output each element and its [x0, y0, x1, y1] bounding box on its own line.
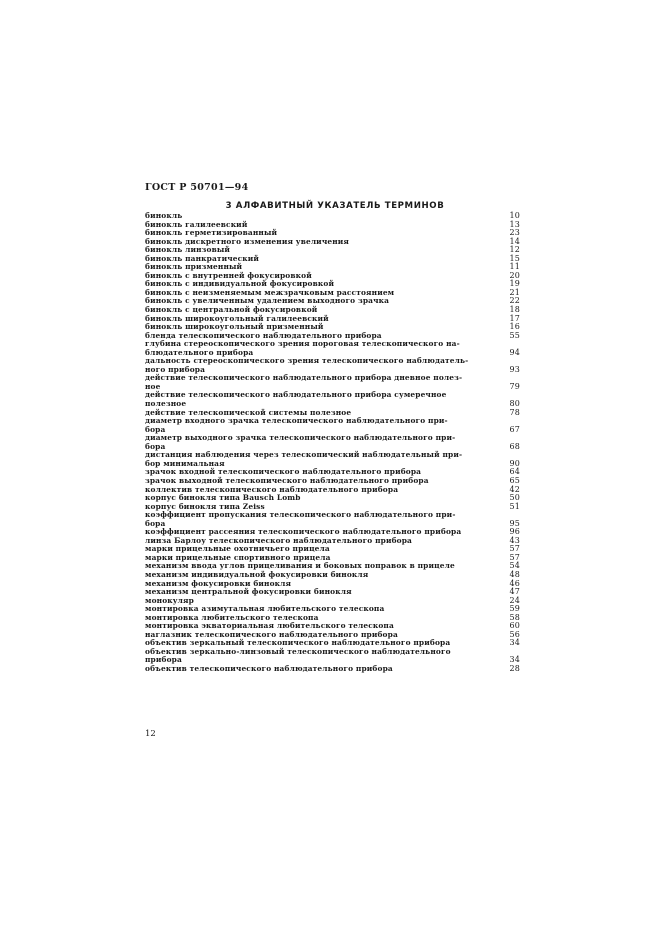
index-term: действие телескопической системы полезное — [145, 407, 352, 417]
index-page-ref: 19 — [509, 279, 520, 289]
index-page-ref: 34 — [509, 655, 520, 665]
index-page-ref: 67 — [509, 424, 520, 434]
index-term: механизм фокусировки бинокля — [145, 578, 292, 588]
index-page-ref: 20 — [509, 270, 520, 280]
index-page-ref: 96 — [509, 527, 520, 537]
index-page-ref: 12 — [509, 245, 520, 255]
index-page-ref: 23 — [509, 228, 520, 238]
index-term: монтировка экваториальная любительского телескопа — [145, 621, 394, 631]
index-page-ref: 15 — [509, 253, 520, 263]
index-entry — [145, 648, 520, 665]
index-term: механизм центральной фокусировки бинокля — [145, 587, 352, 597]
index-term: объектив зеркально-линзовый телескопического наблюдательного прибора — [145, 646, 451, 665]
index-page-ref: 34 — [509, 638, 520, 648]
index-entry — [145, 391, 520, 408]
index-page-ref: 78 — [509, 407, 520, 417]
index-term: марки прицельные спортивного прицела — [145, 552, 331, 562]
index-page-ref: 95 — [509, 518, 520, 528]
index-entry — [145, 665, 520, 674]
index-term: механизм индивидуальной фокусировки бинокля — [145, 569, 369, 579]
index-page-ref: 51 — [509, 501, 520, 511]
index-term: бинокль с внутренней фокусировкой — [145, 270, 312, 280]
index-term: бинокль с увеличенным удалением выходного зрачка — [145, 296, 390, 306]
index-term: монокуляр — [145, 595, 194, 605]
index-term: дальность стереоскопического зрения телескопического наблюдатель- ного прибора — [145, 356, 469, 374]
index-term: бинокль с индивидуальной фокусировкой — [145, 279, 335, 289]
index-page-ref: 68 — [509, 441, 520, 451]
index-page-ref: 46 — [509, 578, 520, 588]
index-term: бинокль с центральной фокусировкой — [145, 305, 318, 315]
index-entry — [145, 588, 520, 597]
index-page-ref: 43 — [509, 535, 520, 545]
index-term: монтировка любительского телескопа — [145, 612, 319, 622]
index-page-ref: 47 — [509, 587, 520, 597]
index-term: бинокль с неизменяемым межзрачковым расстоянием — [145, 287, 395, 297]
index-term: монтировка азимутальная любительского телескопа — [145, 604, 385, 614]
index-page-ref: 57 — [509, 544, 520, 554]
index-entry — [145, 511, 520, 528]
index-term: дистанция наблюдения через телескопический наблюдательный при- бор минимальная — [145, 450, 463, 468]
index-term: механизм ввода углов прицеливания и боковых поправок в прицеле — [145, 561, 455, 571]
document-header: ГОСТ Р 50701—94 — [145, 182, 249, 193]
index-page-ref: 90 — [509, 458, 520, 468]
index-term: бинокль широкоугольный призменный — [145, 322, 324, 332]
index-term: действие телескопического наблюдательного прибора сумеречное полезное — [145, 390, 447, 409]
index-entry — [145, 451, 520, 468]
index-term: объектив зеркальный телескопического наблюдательного прибора — [145, 638, 451, 648]
index-term: глубина стереоскопического зрения пороговая телескопического на- блюдательного прибора — [145, 339, 460, 357]
index-term: корпус бинокля типа Bausch Lomb — [145, 493, 301, 503]
term-index-list — [145, 212, 520, 674]
index-term: наглазник телескопического наблюдательного прибора — [145, 629, 398, 639]
index-page-ref: 57 — [509, 552, 520, 562]
index-page-ref: 56 — [509, 629, 520, 639]
index-page-ref: 28 — [509, 663, 520, 673]
index-page-ref: 65 — [509, 475, 520, 485]
index-term: зрачок выходной телескопического наблюдательного прибора — [145, 475, 429, 485]
index-page-ref: 14 — [509, 236, 520, 246]
index-term: марки прицельные охотничьего прицела — [145, 544, 330, 554]
index-page-ref: 93 — [509, 364, 520, 374]
index-page-ref: 60 — [509, 621, 520, 631]
index-term: коэффициент рассеяния телескопического наблюдательного прибора — [145, 527, 462, 537]
index-page-ref: 79 — [509, 381, 520, 391]
index-page-ref: 22 — [509, 296, 520, 306]
index-term: коэффициент пропускания телескопического наблюдательного при- бора — [145, 510, 456, 528]
index-page-ref: 18 — [509, 305, 520, 315]
index-page-ref: 80 — [509, 399, 520, 409]
index-entry — [145, 374, 520, 391]
index-page-ref: 59 — [509, 604, 520, 614]
index-term: бинокль галилеевский — [145, 219, 248, 229]
index-page-ref: 48 — [509, 569, 520, 579]
index-page-ref: 50 — [509, 493, 520, 503]
index-term: линза Барлоу телескопического наблюдательного прибора — [145, 535, 412, 545]
index-entry — [145, 357, 520, 374]
page-number: 12 — [145, 729, 156, 739]
index-page-ref: 21 — [509, 287, 520, 297]
index-page-ref: 64 — [509, 467, 520, 477]
section-title: 3 АЛФАВИТНЫЙ УКАЗАТЕЛЬ ТЕРМИНОВ — [225, 201, 445, 211]
index-page-ref: 17 — [509, 313, 520, 323]
index-term: бинокль линзовый — [145, 245, 231, 255]
index-entry — [145, 434, 520, 451]
index-term: бленда телескопического наблюдательного прибора — [145, 330, 382, 340]
index-page-ref: 58 — [509, 612, 520, 622]
index-term: диаметр входного зрачка телескопического наблюдательного при- бора — [145, 416, 448, 434]
index-term: бинокль герметизированный — [145, 228, 278, 238]
index-term: бинокль широкоугольный галилеевский — [145, 313, 329, 323]
index-page-ref: 94 — [509, 347, 520, 357]
index-term: бинокль призменный — [145, 262, 243, 272]
index-term: бинокль дискретного изменения увеличения — [145, 236, 350, 246]
index-page-ref: 42 — [509, 484, 520, 494]
index-entry — [145, 417, 520, 434]
index-page-ref: 10 — [509, 211, 520, 220]
index-term: бинокль — [145, 211, 183, 220]
index-term: коллектив телескопического наблюдательного прибора — [145, 484, 399, 494]
index-term: объектив телескопического наблюдательного прибора — [145, 663, 393, 673]
index-page-ref: 55 — [509, 330, 520, 340]
index-page-ref: 24 — [509, 595, 520, 605]
index-term: зрачок входной телескопического наблюдательного прибора — [145, 467, 422, 477]
index-entry — [145, 340, 520, 357]
index-term: действие телескопического наблюдательного прибора дневное полез- ное — [145, 373, 463, 391]
index-term: корпус бинокля типа Zeiss — [145, 501, 265, 511]
index-page-ref: 54 — [509, 561, 520, 571]
index-term: бинокль панкратический — [145, 253, 260, 263]
index-term: диаметр выходного зрачка телескопического наблюдательного при- бора — [145, 433, 456, 451]
index-page-ref: 16 — [509, 322, 520, 332]
index-page-ref: 11 — [509, 262, 520, 272]
index-page-ref: 13 — [509, 219, 520, 229]
